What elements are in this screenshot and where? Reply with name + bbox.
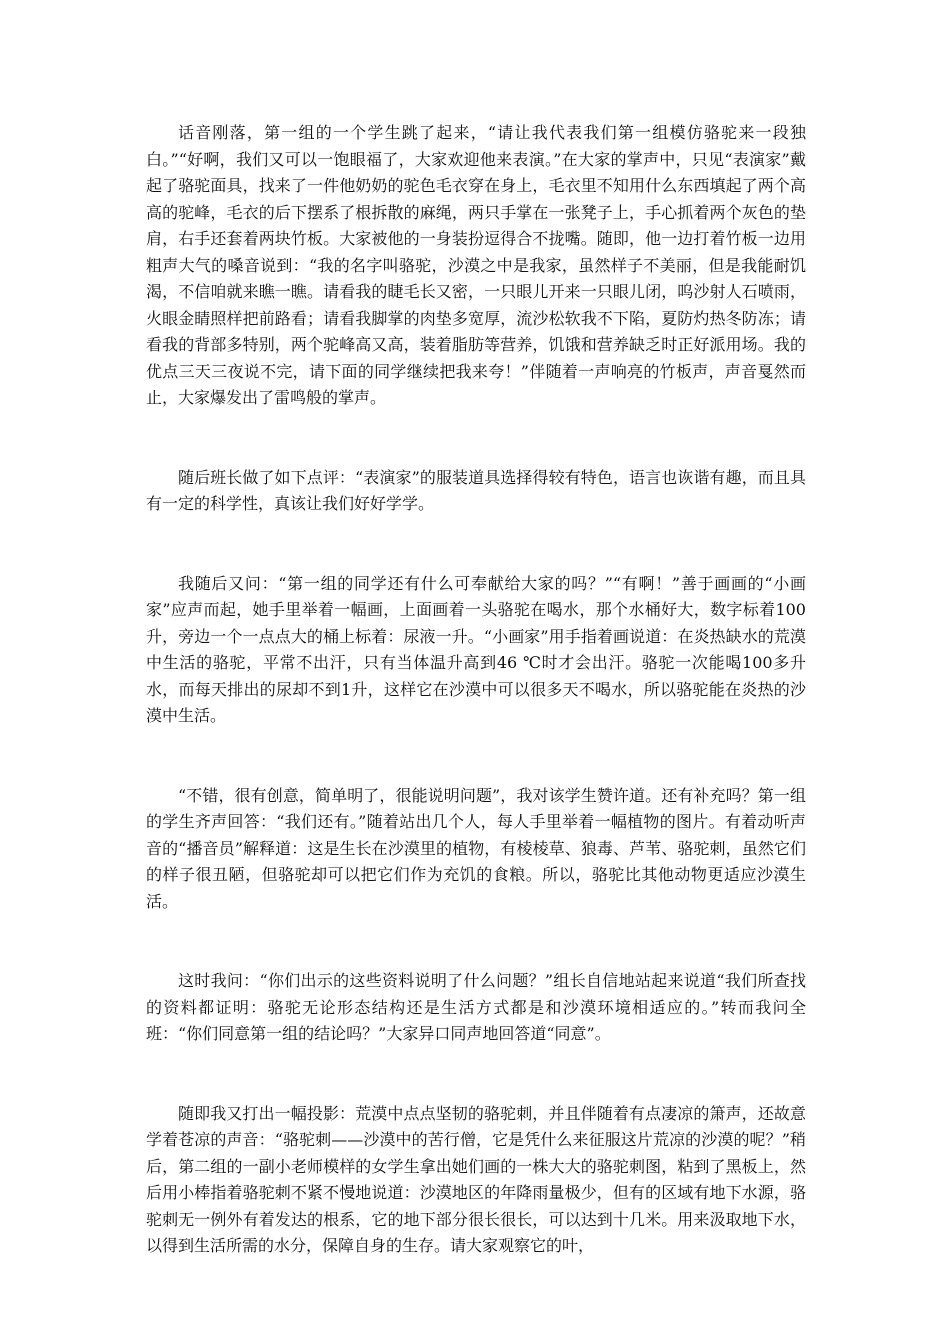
paragraph-spacer xyxy=(146,518,806,571)
paragraph-spacer xyxy=(146,915,806,968)
paragraph-group-conclusion: 这时我问：“你们出示的这些资料说明了什么问题？”组长自信地站起来说道“我们所查找的资料都证明：骆驼无论形态结构还是生活方式都是和沙漠环境相适应的。”转而我问全班：“你们同意第一组的结论吗？”大家异口同声地回答道“同意”。 xyxy=(146,971,806,1043)
paragraph-camel-monologue: 话音刚落，第一组的一个学生跳了起来，“请让我代表我们第一组模仿骆驼来一段独白。”“好啊，我们又可以一饱眼福了，大家欢迎他来表演。”在大家的掌声中，只见“表演家”戴起了骆驼面具，找来了一件他奶奶的驼色毛衣穿在身上，毛衣里不知用什么东西填起了两个高高的驼峰，毛衣的后下摆系了根拆散的麻绳，两只手掌在一张凳子上，手心抓着两个灰色的垫肩，右手还套着两块竹板。大家被他的一身装扮逗得合不拢嘴。随即，他一边打着竹板一边用粗声大气的嗓音说到：“我的名字叫骆驼，沙漠之中是我家，虽然样子不美丽，但是我能耐饥渴，不信咱就来瞧一瞧。请看我的睫毛长又密，一只眼儿开来一只眼儿闭，呜沙射人石喷雨，火眼金睛照样把前路看；请看我脚掌的肉垫多宽厚，流沙松软我不下陷，夏防灼热冬防冻；请看我的背部多特别，两个驼峰高又高，装着脂肪等营养，饥饿和营养缺乏时正好派用场。我的优点三天三夜说不完，请下面的同学继续把我来夸！”伴随着一声响亮的竹板声，声音戛然而止，大家爆发出了雷鸣般的掌声。 xyxy=(146,123,806,407)
paragraph-spacer xyxy=(146,1048,806,1101)
document-body xyxy=(146,120,806,1260)
paragraph-spacer xyxy=(146,730,806,783)
paragraph-camel-thorn: 随即我又打出一幅投影：荒漠中点点坚韧的骆驼刺，并且伴随着有点凄凉的箫声，还故意学着苍凉的声音：“骆驼刺——沙漠中的苦行僧，它是凭什么来征服这片荒凉的沙漠的呢？”稍后，第二组的一副小老师模样的女学生拿出她们画的一株大大的骆驼刺图，粘到了黑板上，然后用小棒指着骆驼刺不紧不慢地说道：沙漠地区的年降雨量极少，但有的区域有地下水源，骆驼刺无一例外有着发达的根系，它的地下部分很长很长，可以达到十几米。用来汲取地下水，以得到生活所需的水分，保障自身的生存。请大家观察它的叶， xyxy=(146,1103,806,1255)
paragraph-little-painter: 我随后又问：“第一组的同学还有什么可奉献给大家的吗？”“有啊！”善于画画的“小画家”应声而起，她手里举着一幅画，上面画着一头骆驼在喝水，那个水桶好大，数字标着100升，旁边一个一点点大的桶上标着：尿液一升。“小画家”用手指着画说道：在炎热缺水的荒漠中生活的骆驼，平常不出汗，只有当体温升高到46 ℃时才会出汗。骆驼一次能喝100多升水，而每天排出的尿却不到1升，这样它在沙漠中可以很多天不喝水，所以骆驼能在炎热的沙漠中生活。 xyxy=(146,573,806,725)
paragraph-monitor-comment: 随后班长做了如下点评：“表演家”的服装道具选择得较有特色，语言也诙谐有趣，而且具有一定的科学性，真该让我们好好学学。 xyxy=(146,467,806,513)
paragraph-desert-plants: “不错，很有创意，简单明了，很能说明问题”，我对该学生赞许道。还有补充吗？第一组的学生齐声回答：“我们还有。”随着站出几个人，每人手里举着一幅植物的图片。有着动听声音的“播音员”解释道：这是生长在沙漠里的植物，有棱棱草、狼毒、芦苇、骆驼刺，虽然它们的样子很丑陋，但骆驼却可以把它们作为充饥的食粮。所以，骆驼比其他动物更适应沙漠生活。 xyxy=(146,785,806,911)
paragraph-spacer xyxy=(146,412,806,465)
